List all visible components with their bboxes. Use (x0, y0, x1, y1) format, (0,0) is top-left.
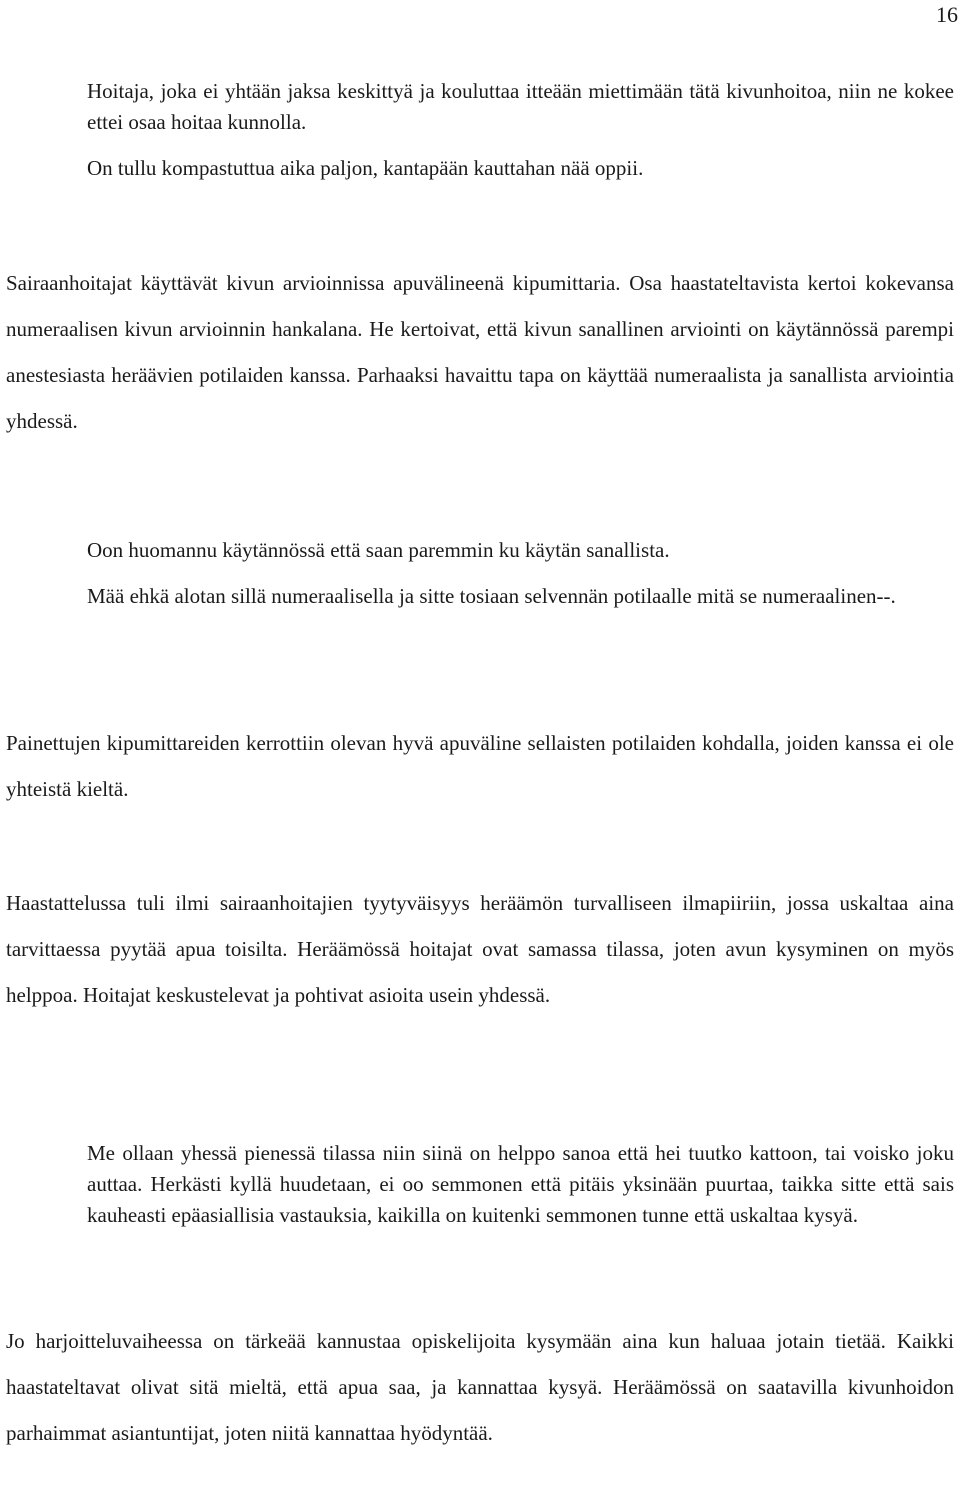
quote-paragraph: Me ollaan yhessä pienessä tilassa niin siinä on helppo sanoa että hei tuutko kattoon, tai voisko joku auttaa. Herkästi kyllä huudetaan, ei oo semmonen että pitäis yksinään puurtaa, taikka sitte että sais kauheasti epäasiallisia vastauksia, kaikilla on kuitenki semmonen tunne että uskaltaa kysyä. (87, 1141, 954, 1227)
quote-block-1 (87, 76, 954, 199)
page-number: 16 (936, 2, 958, 27)
quote-paragraph: On tullu kompastuttua aika paljon, kantapään kauttahan nää oppii. (87, 156, 644, 180)
quote-paragraph: Mää ehkä alotan sillä numeraalisella ja sitte tosiaan selvennän potilaalle mitä se numeraalinen--. (87, 584, 896, 608)
quote-paragraph: Hoitaja, joka ei yhtään jaksa keskittyä ja kouluttaa itteään miettimään tätä kivunhoitoa, niin ne kokee ettei osaa hoitaa kunnolla. (87, 79, 954, 134)
body-paragraph-3: Haastattelussa tuli ilmi sairaanhoitajien tyytyväisyys heräämön turvalliseen ilmapiiriin, jossa uskaltaa aina tarvittaessa pyytää apua toisilta. Heräämössä hoitajat ovat samassa tilassa, joten avun kysyminen on myös helppoa. Hoitajat keskustelevat ja pohtivat asioita usein yhdessä. (6, 891, 954, 1007)
body-paragraph-4: Jo harjoitteluvaiheessa on tärkeää kannustaa opiskelijoita kysymään aina kun haluaa jotain tietää. Kaikki haastateltavat olivat sitä mieltä, että apua saa, ja kannattaa kysyä. Heräämössä on saatavilla kivunhoidon parhaimmat asiantuntijat, joten niitä kannattaa hyödyntää. (6, 1329, 954, 1445)
body-paragraph-2: Painettujen kipumittareiden kerrottiin olevan hyvä apuväline sellaisten potilaiden kohdalla, joiden kanssa ei ole yhteistä kieltä. (6, 731, 954, 801)
quote-block-2 (87, 535, 954, 627)
quote-block-3 (87, 1138, 954, 1246)
body-paragraph-1: Sairaanhoitajat käyttävät kivun arvioinnissa apuvälineenä kipumittaria. Osa haastateltavista kertoi kokevansa numeraalisen kivun arvioinnin hankalana. He kertoivat, että kivun sanallinen arviointi on käytännössä parempi anestesiasta heräävien potilaiden kanssa. Parhaaksi havaittu tapa on käyttää numeraalista ja sanallista arviointia yhdessä. (6, 271, 954, 433)
quote-paragraph: Oon huomannu käytännössä että saan paremmin ku käytän sanallista. (87, 538, 670, 562)
